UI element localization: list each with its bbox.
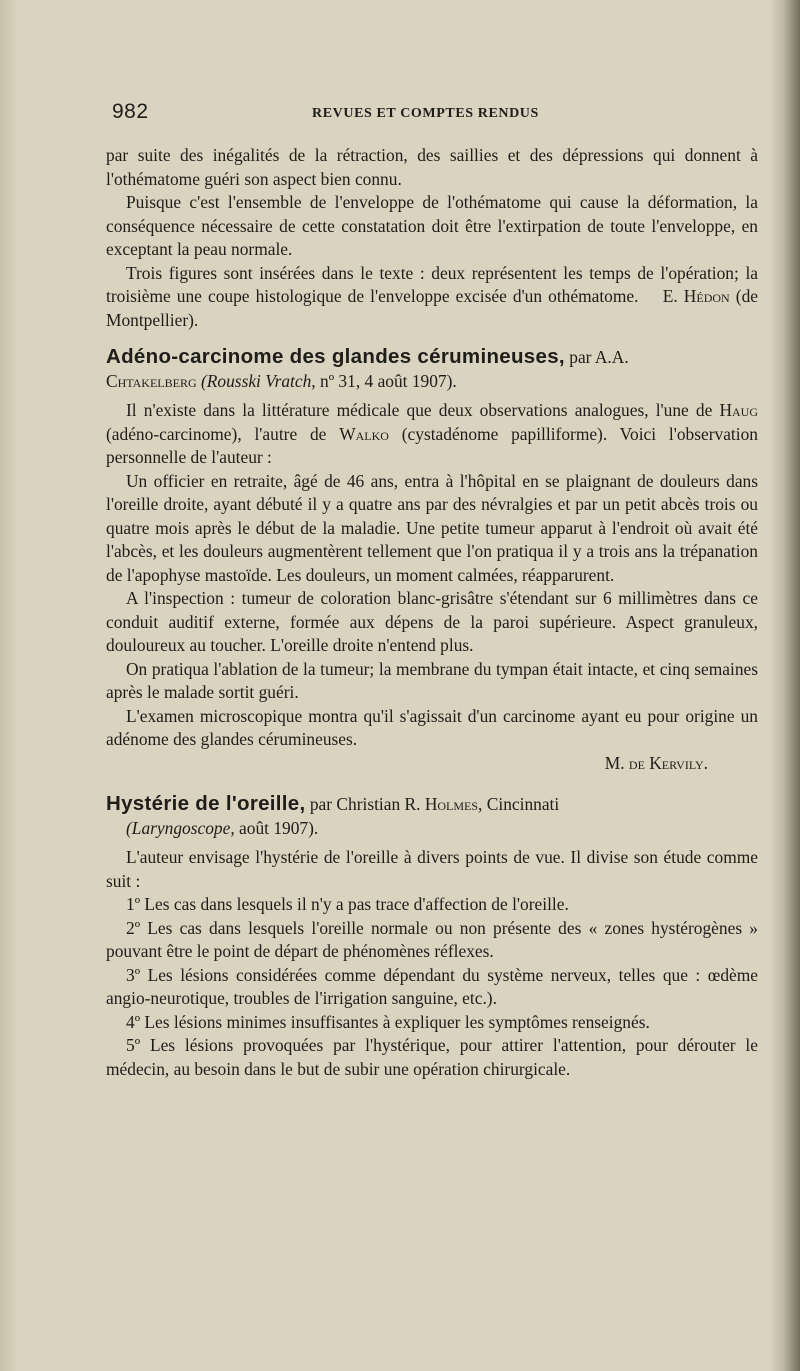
page-binding-shadow — [770, 0, 800, 1371]
list-item: 5º Les lésions provoquées par l'hystérique, pour attirer l'attention, pour dérouter le médecin, au besoin dans le but de subir une opération chirurgicale. — [106, 1035, 758, 1079]
article-2-journal: (Laryngoscope, — [126, 818, 235, 838]
intro-paragraph-2: Puisque c'est l'ensemble de l'enveloppe de l'othématome qui cause la déformation, la conséquence nécessaire de cette constatation doit être l'extirpation de toute l'enveloppe, en exceptant la peau normale. — [106, 192, 758, 259]
intro-paragraph-1: par suite des inégalités de la rétraction, des saillies et des dépressions qui donnent à l'othématome guéri son aspect bien connu. — [106, 145, 758, 189]
page-number: 982 — [112, 100, 149, 123]
article-1-journal: (Rousski Vratch, — [201, 371, 316, 391]
page-header — [112, 100, 762, 130]
article-1-par: par — [569, 347, 592, 367]
article-1-paragraph-5: L'examen microscopique montra qu'il s'agissait d'un carcinome ayant eu pour origine un adénome des glandes cérumineuses. — [106, 705, 758, 749]
list-item: 1º Les cas dans lesquels il n'y a pas trace d'affection de l'oreille. — [126, 894, 569, 914]
article-1-heading — [106, 344, 758, 393]
article-2-city: Cincinnati — [486, 794, 560, 814]
article-2-byline: par Christian R. — [309, 794, 421, 814]
list-item: 4º Les lésions minimes insuffisantes à expliquer les symptômes renseignés. — [126, 1011, 650, 1032]
article-2-paragraph-1: L'auteur envisage l'hystérie de l'oreille à divers points de vue. Il divise son étude comme suit : — [106, 847, 758, 891]
article-1-reference — [106, 370, 758, 393]
article-1-title: Adéno-carcinome des glandes cérumineuses, — [106, 345, 565, 368]
reviewer-affiliation: (de Montpellier). — [106, 286, 758, 330]
article-1-p1-part-a: Il n'existe dans la littérature médicale que deux observations analogues, l'une de — [126, 400, 713, 420]
article-1-paragraph-3: A l'inspection : tumeur de coloration blanc-grisâtre s'étendant sur 6 millimètres dans ce conduit auditif externe, formée aux dépens de la paroi supérieure. Aspect granuleux, douloureux au toucher. L'oreille droite n'entend plus. — [106, 588, 758, 655]
cited-author-walko: Walko — [339, 423, 389, 444]
article-1-initials: A.A. — [594, 347, 629, 367]
article-1-ref-details: nº 31, 4 août 1907). — [320, 371, 457, 391]
article-2-title-line — [106, 791, 758, 817]
article-1-p1-part-c: (cystadénome papilliforme). Voici l'observation personnelle de l'auteur : — [106, 423, 758, 467]
article-1-p1-part-b: (adéno-carcinome), l'autre de — [106, 423, 327, 444]
intro-paragraph-3 — [106, 262, 758, 333]
list-item: 2º Les cas dans lesquels l'oreille normale ou non présente des « zones hystérogènes » pouvant être le point de départ de phénomènes réflexes. — [106, 917, 758, 961]
reviewer-name: E. Hédon — [662, 286, 730, 306]
article-2-title: Hystérie de l'oreille, — [106, 792, 306, 815]
article-2-ref-details: août 1907). — [239, 818, 319, 838]
intro-paragraph-3-text: Trois figures sont insérées dans le texte : deux représentent les temps de l'opération; la troisième une coupe histologique de l'enveloppe excisée d'un othématome. — [106, 262, 758, 306]
article-1-title-line — [106, 344, 758, 370]
article-1-paragraph-4: On pratiqua l'ablation de la tumeur; la membrane du tympan était intacte, et cinq semaines après le malade sortit guéri. — [106, 658, 758, 702]
page-shadow-left — [0, 0, 18, 1371]
running-title: REVUES ET COMPTES RENDUS — [312, 106, 539, 121]
article-1-author: Chtakelberg — [106, 371, 197, 391]
text-column — [106, 144, 758, 1081]
article-2-heading — [106, 791, 758, 840]
cited-author-haug: Haug — [719, 400, 758, 420]
article-1-paragraph-2: Un officier en retraite, âgé de 46 ans, entra à l'hôpital en se plaignant de douleurs dans l'oreille droite, ayant débuté il y a quatre ans par des névralgies et par un petit abcès trois ou quatre mois après le début de la maladie. Une petite tumeur apparut à l'endroit où avait été l'abcès, et les douleurs augmentèrent tellement que l'on pratiqua il y a trois ans la trépanation de l'apophyse mastoïde. Les douleurs, un moment calmées, réapparurent. — [106, 470, 758, 585]
list-item: 3º Les lésions considérées comme dépendant du système nerveux, telles que : œdème angio-neurotique, troubles de l'irrigation sanguine, etc.). — [106, 964, 758, 1008]
article-2-reference — [106, 817, 758, 840]
article-1-signature: M. de Kervily. — [604, 752, 708, 773]
article-2-author: Holmes, — [424, 794, 483, 814]
article-1-paragraph-1 — [106, 399, 758, 470]
